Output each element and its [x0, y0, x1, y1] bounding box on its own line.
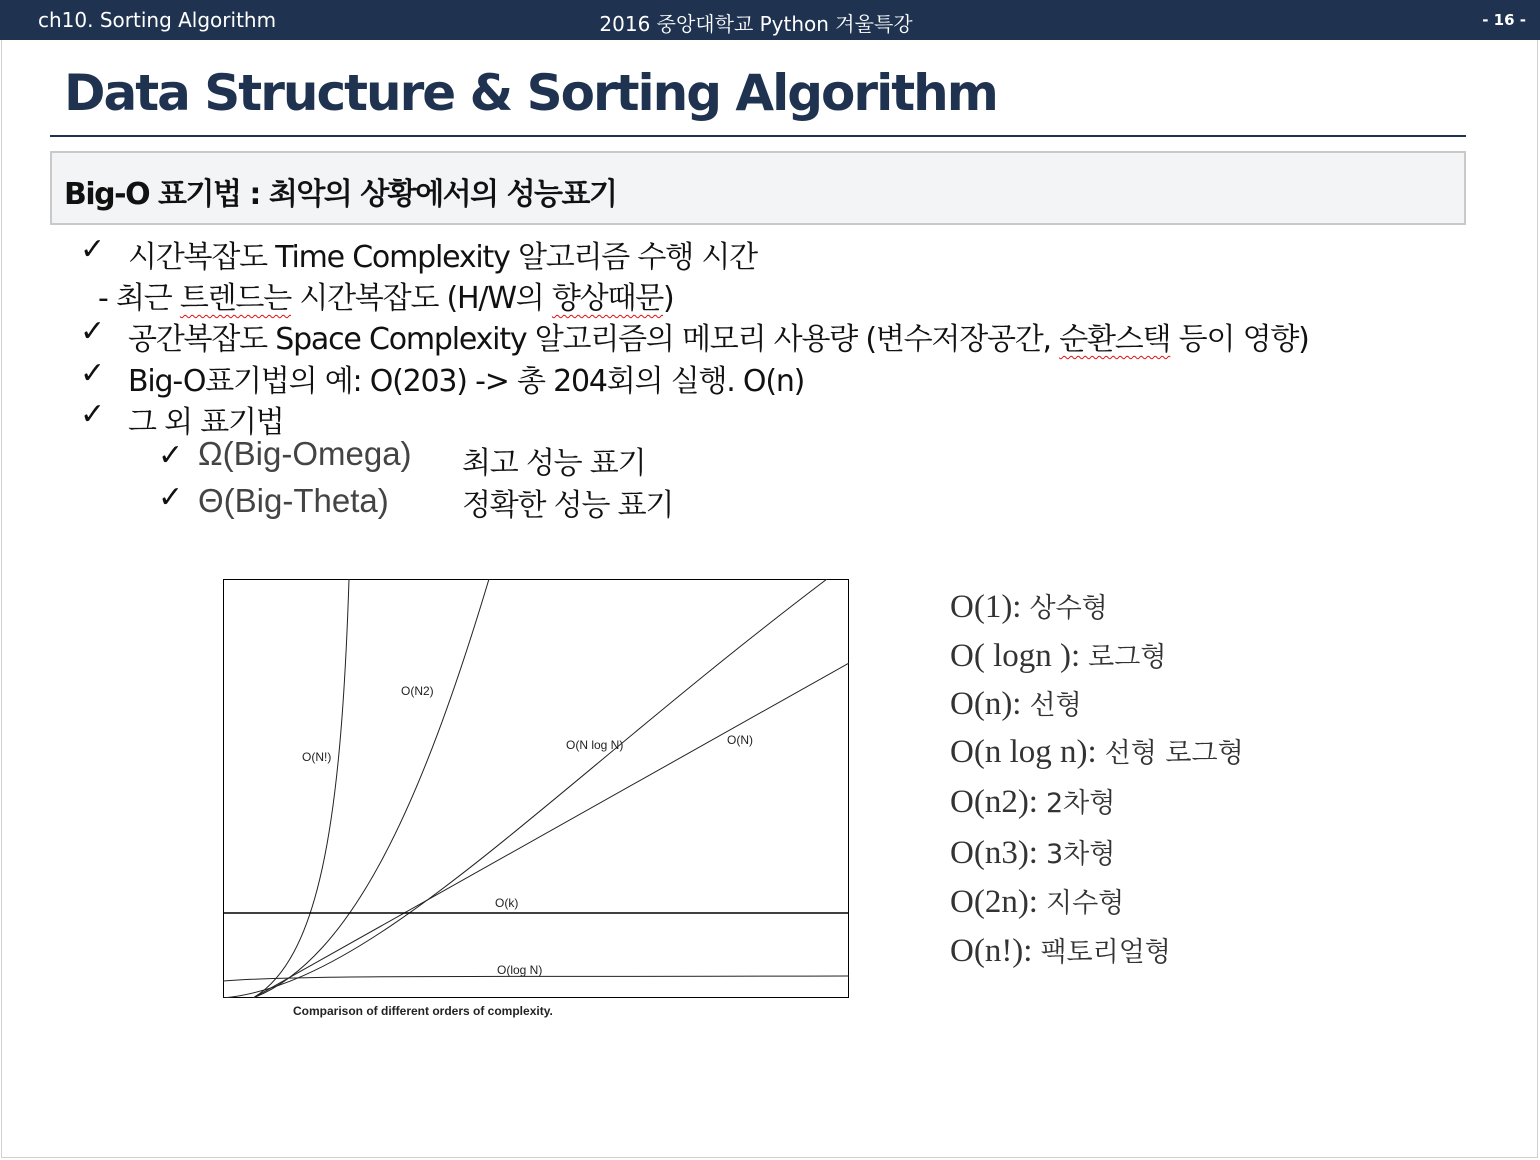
- label-n-log-n: O(N log N): [566, 738, 624, 752]
- check-icon: ✓: [80, 232, 106, 267]
- label-nfactorial: O(N!): [302, 750, 332, 764]
- space-text-1: 공간복잡도 Space Complexity 알고리즘의 메모리 사용량 (변수저장공간,: [128, 322, 1060, 357]
- class-row: [950, 635, 1166, 675]
- bullet-other-notations: 그 외 표기법: [128, 405, 284, 440]
- bullet-time-complexity: 시간복잡도 Time Complexity 알고리즘 수행 시간: [128, 240, 757, 275]
- omega-description: 최고 성능 표기: [462, 446, 646, 481]
- space-text-2: 순환스택: [1059, 322, 1171, 357]
- trend-text-2: 트렌드는: [179, 281, 291, 316]
- omega-symbol: Ω(Big-Omega): [198, 435, 412, 472]
- trend-text-3: 시간복잡도 (H/W의: [290, 281, 552, 316]
- class-row: [950, 832, 1115, 872]
- notation: O(n log n):: [950, 734, 1097, 770]
- label-n-squared: O(N2): [401, 684, 434, 698]
- check-icon: ✓: [80, 397, 106, 432]
- complexity-graph: [223, 579, 849, 998]
- class-name: 선형: [1029, 690, 1082, 721]
- class-name: 로그형: [1088, 642, 1167, 673]
- header-bar: [0, 0, 1540, 40]
- complexity-graph-svg: [223, 579, 849, 998]
- bullet-trend: [98, 273, 674, 317]
- notation: O(n3):: [950, 835, 1038, 871]
- notation: O(n):: [950, 686, 1022, 722]
- trend-text-4: 향상때문: [551, 281, 664, 316]
- title-divider: [50, 135, 1466, 137]
- section-box: [50, 151, 1466, 225]
- figure-caption: Comparison of different orders of complexity.: [293, 1004, 553, 1018]
- class-name: 지수형: [1045, 888, 1125, 919]
- check-icon: ✓: [158, 480, 184, 515]
- label-constant: O(k): [495, 896, 519, 910]
- label-log-n: O(log N): [497, 963, 543, 977]
- section-title: Big-O 표기법 : 최악의 상황에서의 성능표기: [64, 177, 617, 212]
- label-linear: O(N): [727, 733, 753, 747]
- notation: O(n!):: [950, 933, 1033, 969]
- check-icon: ✓: [158, 438, 184, 473]
- class-row: [950, 881, 1124, 921]
- bullet-omega: [198, 434, 412, 473]
- class-row: [950, 930, 1171, 970]
- notation: O(n2):: [950, 784, 1038, 820]
- check-icon: ✓: [80, 314, 106, 349]
- theta-description: 정확한 성능 표기: [462, 488, 674, 523]
- class-name: 선형 로그형: [1104, 738, 1244, 769]
- slide-title: Data Structure & Sorting Algorithm: [64, 64, 997, 122]
- theta-symbol: Θ(Big-Theta): [198, 482, 389, 519]
- class-row: [950, 683, 1082, 723]
- class-row: [950, 731, 1244, 771]
- class-row: [950, 586, 1108, 626]
- class-name: 상수형: [1029, 593, 1108, 624]
- chapter-label: ch10. Sorting Algorithm: [38, 8, 277, 32]
- class-name: 팩토리얼형: [1040, 937, 1171, 968]
- bullet-example: Big-O표기법의 예: O(203) -> 총 204회의 실행. O(n): [128, 364, 805, 399]
- check-icon: ✓: [80, 356, 106, 391]
- class-name: 2차형: [1045, 788, 1116, 819]
- trend-text-5: ): [663, 281, 674, 316]
- notation: O(1):: [950, 589, 1022, 625]
- class-row: [950, 781, 1115, 821]
- bullet-space-complexity: [128, 314, 1309, 358]
- trend-text-1: - 최근: [98, 281, 180, 316]
- page-number: - 16 -: [1482, 11, 1526, 29]
- course-title: 2016 중앙대학교 Python 겨울특강: [599, 12, 913, 36]
- space-text-3: 등이 영향): [1170, 322, 1309, 357]
- notation: O(2n):: [950, 884, 1038, 920]
- class-name: 3차형: [1045, 839, 1116, 870]
- bullet-theta: [198, 481, 389, 520]
- notation: O( logn ):: [950, 638, 1081, 674]
